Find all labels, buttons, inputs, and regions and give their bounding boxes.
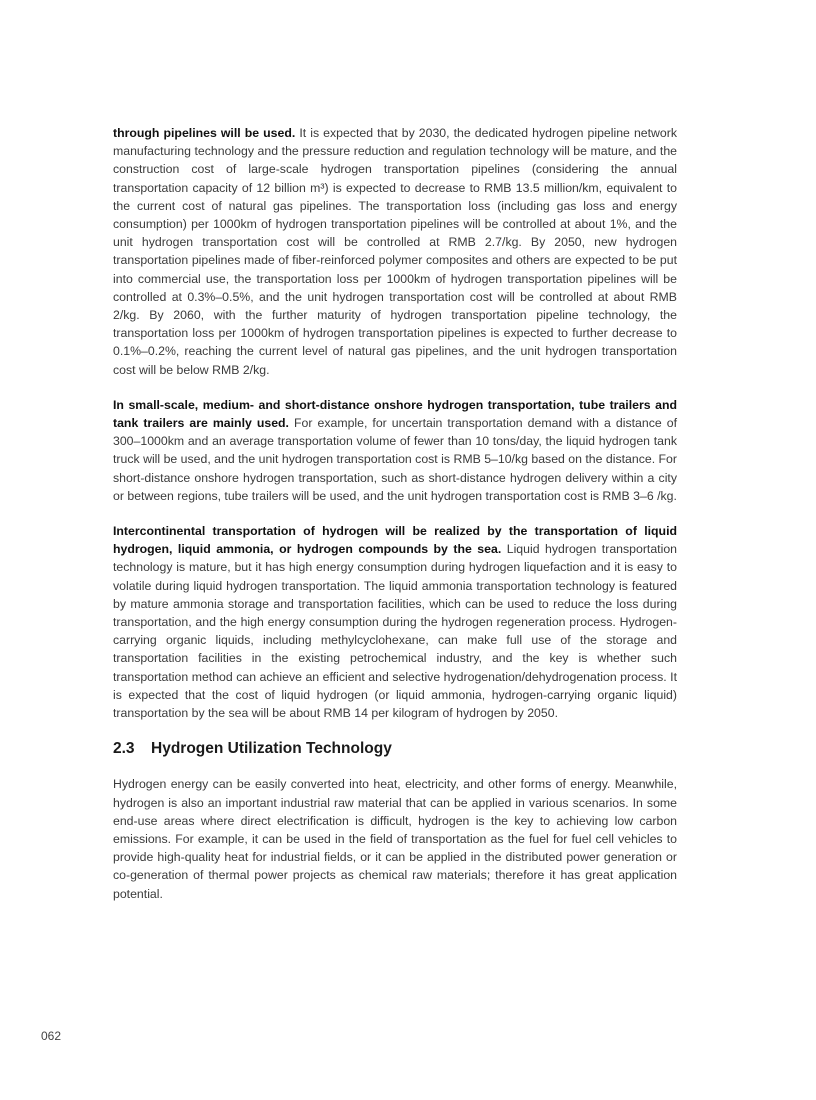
paragraph-intercontinental-transport [113,522,677,722]
paragraph-text: It is expected that by 2030, the dedicated hydrogen pipeline network manufacturing technology and the pressure reduction and regulation technology will be mature, and the construction cost of large-scale hydrogen transportation pipelines (considering the annual transportation capacity of 12 billion m³) is expected to decrease to RMB 13.5 million/km, equivalent to the current cost of natural gas pipelines. The transportation loss (including gas loss and energy consumption) per 1000km of hydrogen transportation pipelines will be controlled at about 1%, and the unit hydrogen transportation cost will be controlled at RMB 2.7/kg. By 2050, new hydrogen transportation pipelines made of fiber-reinforced polymer composites and others are expected to be put into commercial use, the transportation loss per 1000km of hydrogen transportation pipelines will be controlled at 0.3%–0.5%, and the unit hydrogen transportation cost will be controlled at about RMB 2/kg. By 2060, with the further maturity of hydrogen transportation pipeline technology, the transportation loss per 1000km of hydrogen transportation pipelines is expected to further decrease to 0.1%–0.2%, reaching the current level of natural gas pipelines, and the unit hydrogen transportation cost will be below RMB 2/kg. [113,126,678,377]
paragraph-text: Liquid hydrogen transportation technology is mature, but it has high energy consumption during hydrogen liquefaction and it is easy to volatile during liquid hydrogen transportation. The liquid ammonia transportation technology is featured by mature ammonia storage and transportation facilities, which can be used to reduce the loss during transportation, and the high energy consumption during the hydrogen regeneration process. Hydrogen-carrying organic liquids, including methylcyclohexane, can make full use of the storage and transportation facilities in the existing petrochemical industry, and the key is whether such transportation method can achieve an efficient and selective hydrogenation/dehydrogenation process. It is expected that the cost of liquid hydrogen (or liquid ammonia, hydrogen-carrying organic liquid) transportation by the sea will be about RMB 14 per kilogram of hydrogen by 2050. [113,542,677,721]
paragraph-text: For example, for uncertain transportation demand with a distance of 300–1000km and an average transportation volume of fewer than 10 tons/day, the liquid hydrogen tank truck will be used, and the unit hydrogen transportation cost is RMB 5–10/kg based on the distance. For short-distance onshore hydrogen transportation, such as short-distance hydrogen delivery within a city or between regions, tube trailers will be used, and the unit hydrogen transportation cost is RMB 3–6 /kg. [113,416,677,503]
section-title: Hydrogen Utilization Technology [151,740,392,758]
paragraph-onshore-transport [113,396,677,505]
section-body-paragraph: Hydrogen energy can be easily converted into heat, electricity, and other forms of energy. Meanwhile, hydrogen is also an important industrial raw material that can be applied in various scenarios. In some end-use areas where direct electrification is difficult, hydrogen is the key to achieving low carbon emissions. For example, it can be used in the field of transportation as the fuel for fuel cell vehicles to provide high-quality heat for industrial fields, or it can be applied in the distributed power generation or co-generation of thermal power projects as chemical raw materials; therefore it has great application potential. [113,777,677,901]
section-heading [113,739,677,759]
paragraph-lead: In small-scale, medium- and short-distance onshore hydrogen transportation, tube trailers and tank trailers are mainly used. [113,397,677,431]
paragraph-lead: through pipelines will be used. [113,126,296,140]
page-content [113,124,677,903]
section-number: 2.3 [113,740,135,758]
paragraph-pipeline-transport [113,124,677,379]
page-number: 062 [41,1029,62,1043]
paragraph-lead: Intercontinental transportation of hydrogen will be realized by the transportation of liquid hydrogen, liquid ammonia, or hydrogen compounds by the sea. [113,524,677,557]
